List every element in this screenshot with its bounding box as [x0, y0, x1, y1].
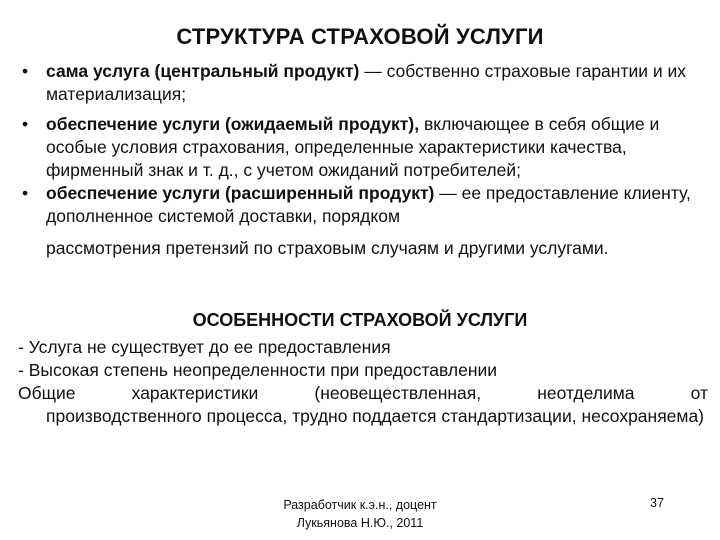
- section-subtitle: ОСОБЕННОСТИ СТРАХОВОЙ УСЛУГИ: [192, 310, 528, 330]
- footer-line: Разработчик к.э.н., доцент: [283, 498, 437, 512]
- bullet-term: обеспечение услуги (расширенный продукт): [46, 183, 435, 203]
- bullet-text: — собственно страховые гарантии и их материализация;: [46, 61, 687, 104]
- feature-line: - Услуга не существует до ее предоставления: [18, 337, 391, 357]
- bullet-text: — ее предоставление клиенту, дополненное системой доставки, порядком: [46, 183, 691, 226]
- bullet-marker: •: [22, 114, 29, 134]
- structure-list: [18, 60, 708, 260]
- bullet-marker: •: [22, 61, 29, 81]
- footer-author: [220, 496, 500, 532]
- features-block: [18, 336, 708, 428]
- list-item: [18, 60, 708, 106]
- bullet-term: обеспечение услуги (ожидаемый продукт),: [46, 114, 420, 134]
- page-number: 37: [650, 496, 664, 510]
- footer-line: Лукьянова Н.Ю., 2011: [296, 516, 424, 530]
- feature-line: - Высокая степень неопределенности при предоставлении: [18, 360, 498, 380]
- bullet-term: сама услуга (центральный продукт): [46, 61, 360, 81]
- list-item: [18, 113, 708, 182]
- bullet-text-continuation: рассмотрения претензий по страховым случаям и другими услугами.: [46, 238, 609, 258]
- general-characteristics-text: производственного процесса, трудно поддается стандартизации, несохраняема): [46, 406, 705, 426]
- bullet-marker: •: [22, 183, 29, 203]
- bullet-text: включающее в себя общие и особые условия страхования, определенные характеристики качества, фирменный знак и т. д., с учетом ожиданий потребителей;: [46, 114, 660, 180]
- general-characteristics-lead: Общие характеристики (неовеществленная, неотделима от: [18, 383, 708, 403]
- list-item: [18, 182, 708, 260]
- slide-title: СТРУКТУРА СТРАХОВОЙ УСЛУГИ: [176, 24, 544, 49]
